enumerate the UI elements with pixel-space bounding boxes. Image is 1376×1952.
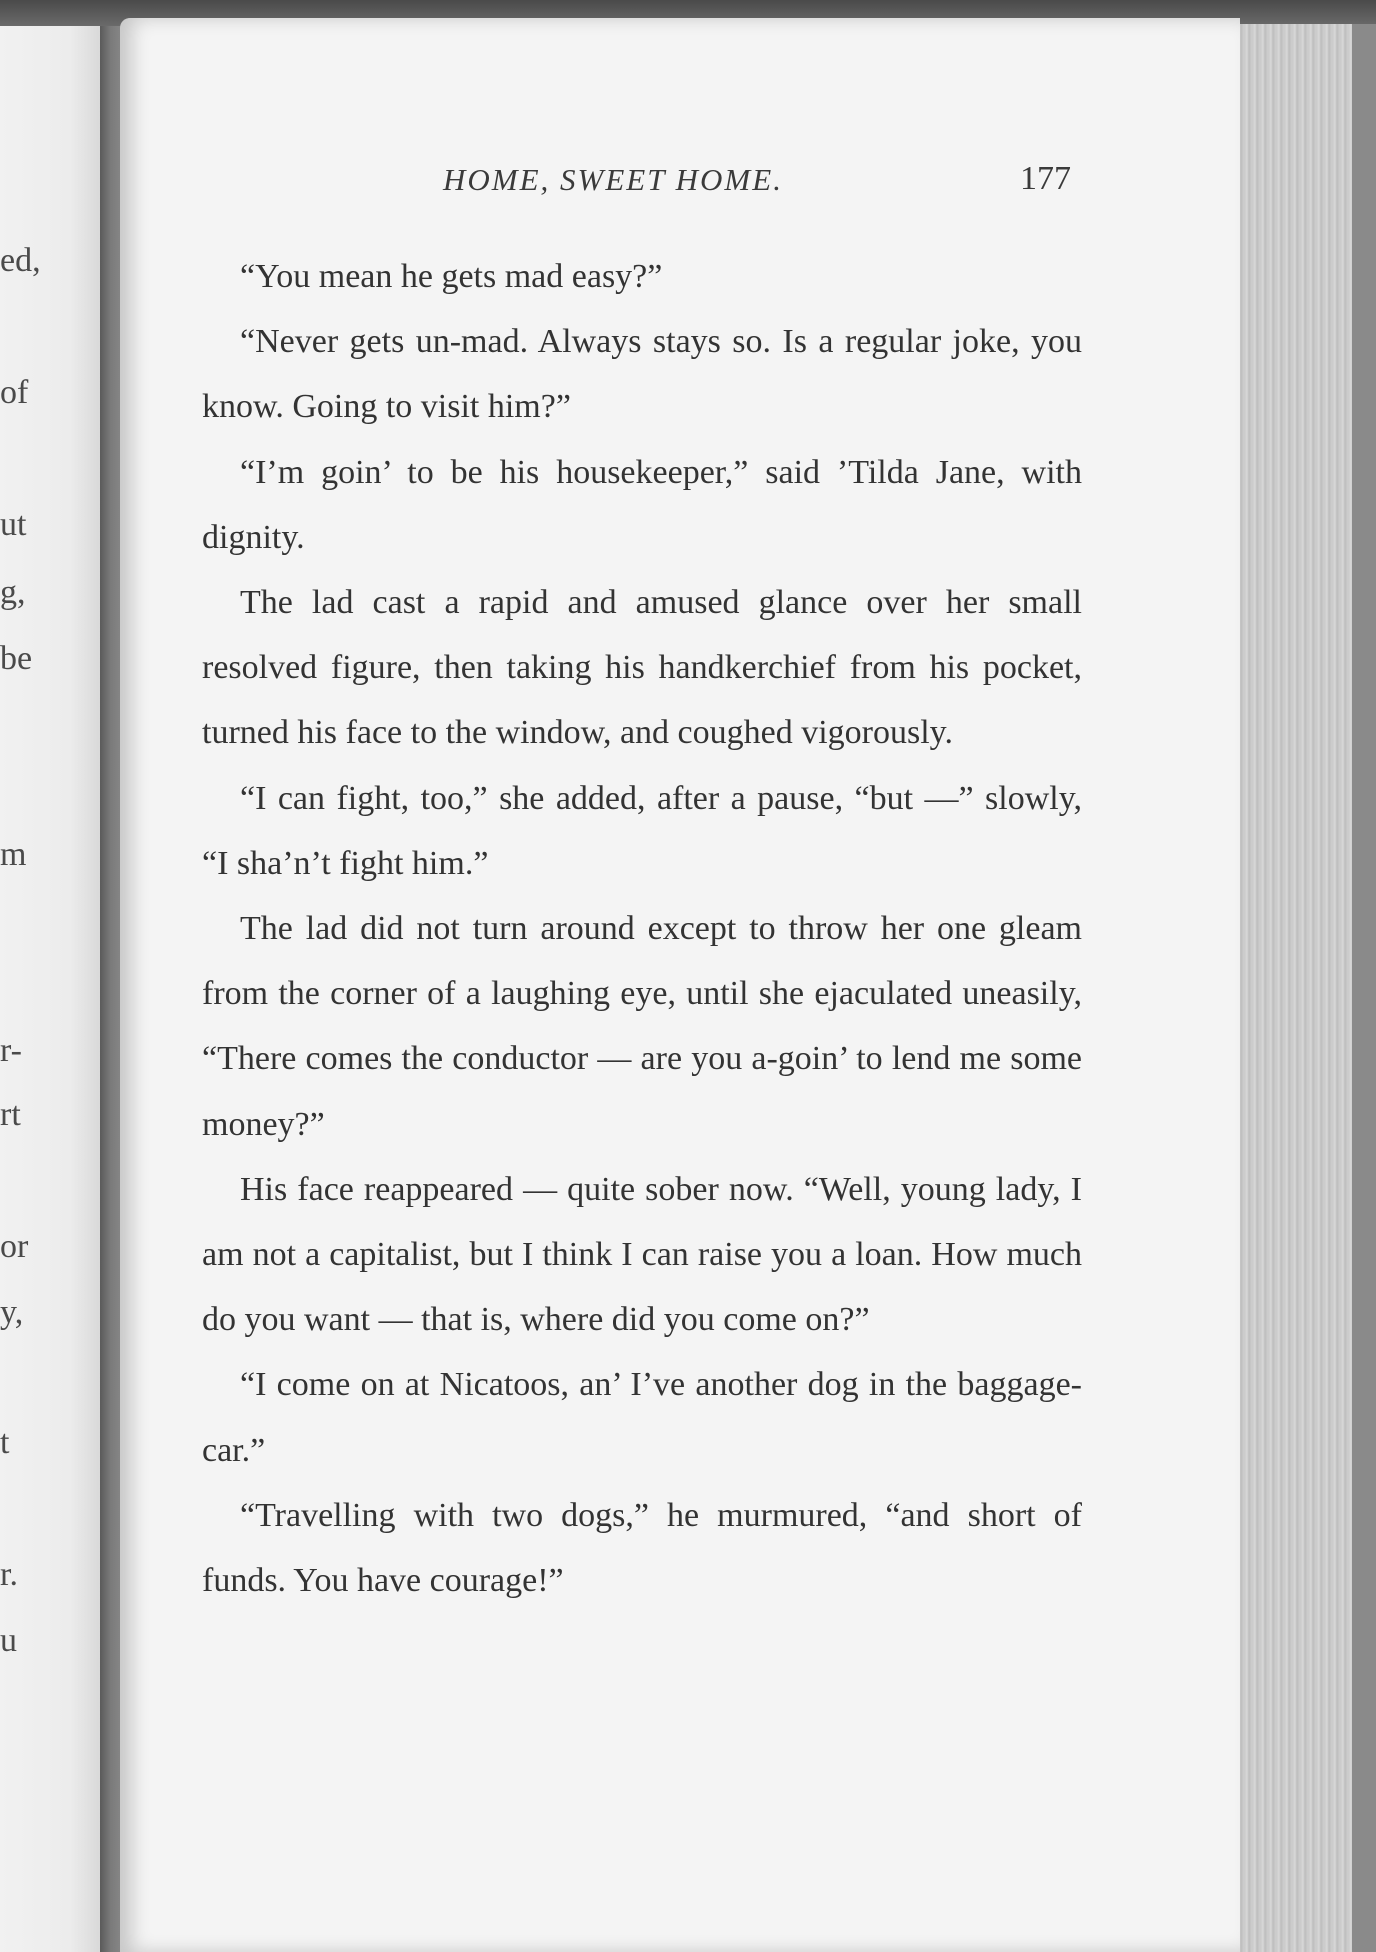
- body-text: [202, 244, 1082, 1613]
- paragraph: “I can fight, too,” she added, after a pause, “but —” slowly, “I sha’n’t fight him.”: [202, 779, 1082, 882]
- paragraph: “Never gets un-mad. Always stays so. Is a regular joke, you know. Going to visit him?”: [202, 323, 1082, 426]
- left-page-fragment: r-: [0, 1032, 22, 1069]
- page-number: 177: [1020, 160, 1071, 197]
- page-edges: [1236, 24, 1376, 1952]
- left-page-fragment: or: [0, 1228, 29, 1265]
- left-page-fragment: be: [0, 640, 33, 677]
- left-page-fragment: m: [0, 836, 27, 873]
- paragraph: The lad did not turn around except to throw her one gleam from the corner of a laughing eye, until she ejaculated uneasily, “There comes the conductor — are you a-goin’ to lend me some money?”: [202, 910, 1082, 1143]
- paragraph: The lad cast a rapid and amused glance over her small resolved figure, then taking his handkerchief from his pocket, turned his face to the window, and coughed vigorously.: [202, 584, 1082, 752]
- running-title: HOME, SWEET HOME.: [443, 162, 783, 197]
- left-page-fragment: rt: [0, 1096, 21, 1133]
- left-page-fragment: of: [0, 374, 29, 411]
- left-page-fragment: u: [0, 1622, 17, 1659]
- paragraph: “I come on at Nicatoos, an’ I’ve another dog in the baggage-car.”: [202, 1366, 1082, 1469]
- left-page-fragment: t: [0, 1424, 10, 1461]
- left-page-fragment: ut: [0, 506, 27, 543]
- left-page-fragment: y,: [0, 1294, 24, 1331]
- paragraph: “I’m goin’ to be his housekeeper,” said ’Tilda Jane, with dignity.: [202, 453, 1082, 556]
- paragraph: “Travelling with two dogs,” he murmured, “and short of funds. You have courage!”: [202, 1496, 1082, 1600]
- previous-page-edge: [0, 26, 100, 1952]
- left-page-fragment: g,: [0, 574, 26, 611]
- left-page-fragment: r.: [0, 1556, 18, 1593]
- paragraph: “You mean he gets mad easy?”: [240, 258, 663, 295]
- left-page-fragment: ed,: [0, 242, 41, 279]
- paragraph: His face reappeared — quite sober now. “Well, young lady, I am not a capitalist, but I think I can raise you a loan. How much do you want — that is, where did you come on?”: [202, 1170, 1082, 1339]
